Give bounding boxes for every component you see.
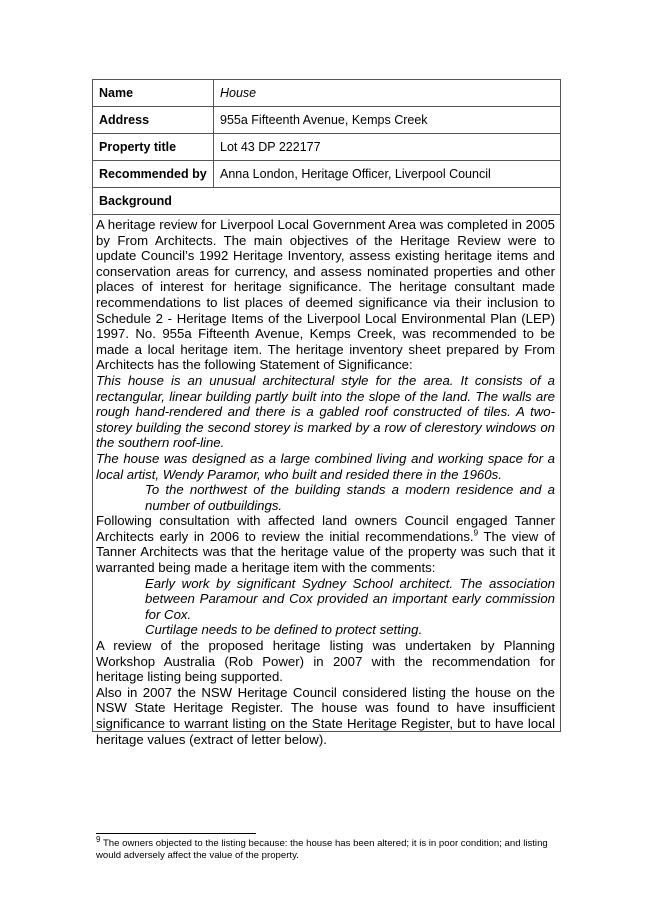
row-value-name: House <box>214 80 561 107</box>
quote-significance-1: This house is an unusual architectural style for the area. It consists of a rectangular, linear building partly built into the slope of the land. The walls are rough hand-rendered and there is a gabled roof constructed of tiles. A two-storey building the second storey is marked by a row of clerestory windows on the southern roof-line. <box>96 372 555 451</box>
table-row <box>93 107 561 134</box>
footnote-number: 9 <box>96 834 101 844</box>
row-label-recommended-by: Recommended by <box>93 161 214 188</box>
row-label-name: Name <box>93 80 214 107</box>
paragraph-heritage-council: Also in 2007 the NSW Heritage Council considered listing the house on the NSW State Heritage Register. The house was found to have insufficient significance to warrant listing on the State Heritage Register, but to have local heritage values (extract of letter below). <box>96 684 555 747</box>
background-text <box>96 217 555 747</box>
background-heading: Background <box>93 188 561 215</box>
quote-significance-3: To the northwest of the building stands a modern residence and a number of outbuildings. <box>145 482 555 513</box>
table-row <box>93 188 561 215</box>
paragraph-review: A heritage review for Liverpool Local Government Area was completed in 2005 by From Architects. The main objectives of the Heritage Review were to update Council’s 1992 Heritage Inventory, assess existing heritage items and conservation areas for currency, and assess nominated properties and other places of interest for heritage significance. The heritage consultant made recommendations to list places of deemed significance via their inclusion to Schedule 2 - Heritage Items of the Liverpool Local Environmental Plan (LEP) 1997. No. 955a Fifteenth Avenue, Kemps Creek, was recommended to be made a local heritage item. The heritage inventory sheet prepared by From Architects has the following Statement of Significance: <box>96 217 555 373</box>
property-info-table <box>92 79 561 215</box>
paragraph-tanner-b: The view of Tanner Architects was that the heritage value of the property was such that it warranted being made a heritage item with the comments: <box>96 528 555 576</box>
table-row <box>93 134 561 161</box>
row-value-recommended-by: Anna London, Heritage Officer, Liverpool Council <box>214 161 561 188</box>
footnote-divider <box>96 833 256 834</box>
quote-tanner-2: Curtilage needs to be defined to protect setting. <box>145 622 423 638</box>
footnote <box>96 834 556 862</box>
row-value-address: 955a Fifteenth Avenue, Kemps Creek <box>214 107 561 134</box>
footnote-text: The owners objected to the listing because: the house has been altered; it is in poor condition; and listing would adversely affect the value of the property. <box>96 838 548 862</box>
row-label-property-title: Property title <box>93 134 214 161</box>
quote-tanner-1: Early work by significant Sydney School architect. The association between Paramour and Cox provided an important early commission for Cox. <box>145 575 555 622</box>
row-label-address: Address <box>93 107 214 134</box>
table-row <box>93 80 561 107</box>
footnote-ref[interactable]: 9 <box>473 528 479 538</box>
table-row <box>93 161 561 188</box>
paragraph-tanner-a: Following consultation with affected land owners Council engaged Tanner Architects early in 2006 to review the initial recommendations. <box>96 513 555 544</box>
row-value-property-title: Lot 43 DP 222177 <box>214 134 561 161</box>
quote-significance-2: The house was designed as a large combined living and working space for a local artist, Wendy Paramor, who built and resided there in the 1960s. <box>96 450 555 482</box>
paragraph-tanner <box>96 513 555 575</box>
paragraph-planning-workshop: A review of the proposed heritage listing was undertaken by Planning Workshop Australia (Rob Power) in 2007 with the recommendation for heritage listing being supported. <box>96 638 555 685</box>
